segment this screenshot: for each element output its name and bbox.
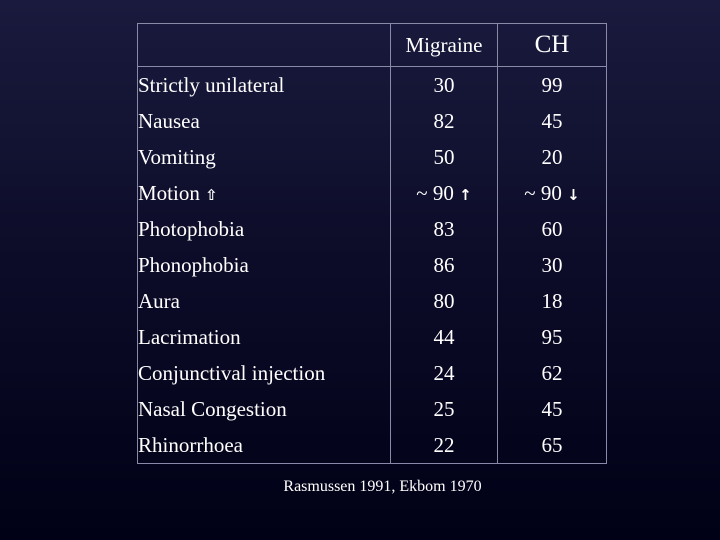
- migraine-value: 30: [433, 73, 455, 97]
- symptom-column: [138, 67, 391, 464]
- ch-value: 20: [541, 145, 563, 169]
- ch-value-motion: [498, 175, 606, 211]
- migraine-value: ~ 90: [416, 181, 454, 205]
- ch-value: ~ 90: [524, 181, 562, 205]
- migraine-value: 24: [433, 361, 455, 385]
- migraine-column: [391, 67, 498, 464]
- row-label-nasal-congestion: Nasal Congestion: [138, 397, 287, 421]
- row-label-strictly-unilateral: Strictly unilateral: [138, 73, 285, 97]
- row-label-photophobia: Photophobia: [138, 217, 245, 241]
- migraine-value: 25: [433, 397, 455, 421]
- body-row: [138, 67, 607, 464]
- ch-column: [498, 67, 607, 464]
- row-label-aura: Aura: [138, 289, 180, 313]
- ch-value: 45: [541, 109, 563, 133]
- row-label-rhinorrhoea: Rhinorrhoea: [138, 433, 243, 457]
- header-migraine: Migraine: [391, 24, 498, 67]
- ch-value: 45: [541, 397, 563, 421]
- up-arrow-icon: ↑: [459, 186, 472, 204]
- migraine-value: 86: [433, 253, 455, 277]
- ch-value: 65: [541, 433, 563, 457]
- header-label-cell: [138, 24, 391, 67]
- ch-value: 99: [541, 73, 563, 97]
- outline-up-arrow-icon: ⇧: [205, 186, 218, 204]
- migraine-value: 22: [433, 433, 455, 457]
- ch-value: 18: [541, 289, 563, 313]
- header-row: [138, 24, 607, 67]
- row-label-lacrimation: Lacrimation: [138, 325, 241, 349]
- ch-value: 62: [541, 361, 563, 385]
- migraine-value: 80: [433, 289, 455, 313]
- row-label-nausea: Nausea: [138, 109, 200, 133]
- ch-value: 60: [541, 217, 563, 241]
- migraine-value: 50: [433, 145, 455, 169]
- migraine-value: 82: [433, 109, 455, 133]
- comparison-table: [137, 23, 607, 464]
- migraine-value-motion: [391, 175, 497, 211]
- header-ch: CH: [498, 24, 607, 67]
- ch-value: 30: [541, 253, 563, 277]
- row-label-phonophobia: Phonophobia: [138, 253, 249, 277]
- row-label-motion-line: [138, 175, 390, 211]
- migraine-value: 83: [433, 217, 455, 241]
- ch-value: 95: [541, 325, 563, 349]
- migraine-value: 44: [433, 325, 455, 349]
- down-arrow-icon: ↓: [567, 186, 580, 204]
- row-label-conjunctival-injection: Conjunctival injection: [138, 361, 326, 385]
- row-label-vomiting: Vomiting: [138, 145, 216, 169]
- row-label-motion: Motion: [138, 181, 200, 205]
- source-caption: Rasmussen 1991, Ekbom 1970: [283, 478, 482, 495]
